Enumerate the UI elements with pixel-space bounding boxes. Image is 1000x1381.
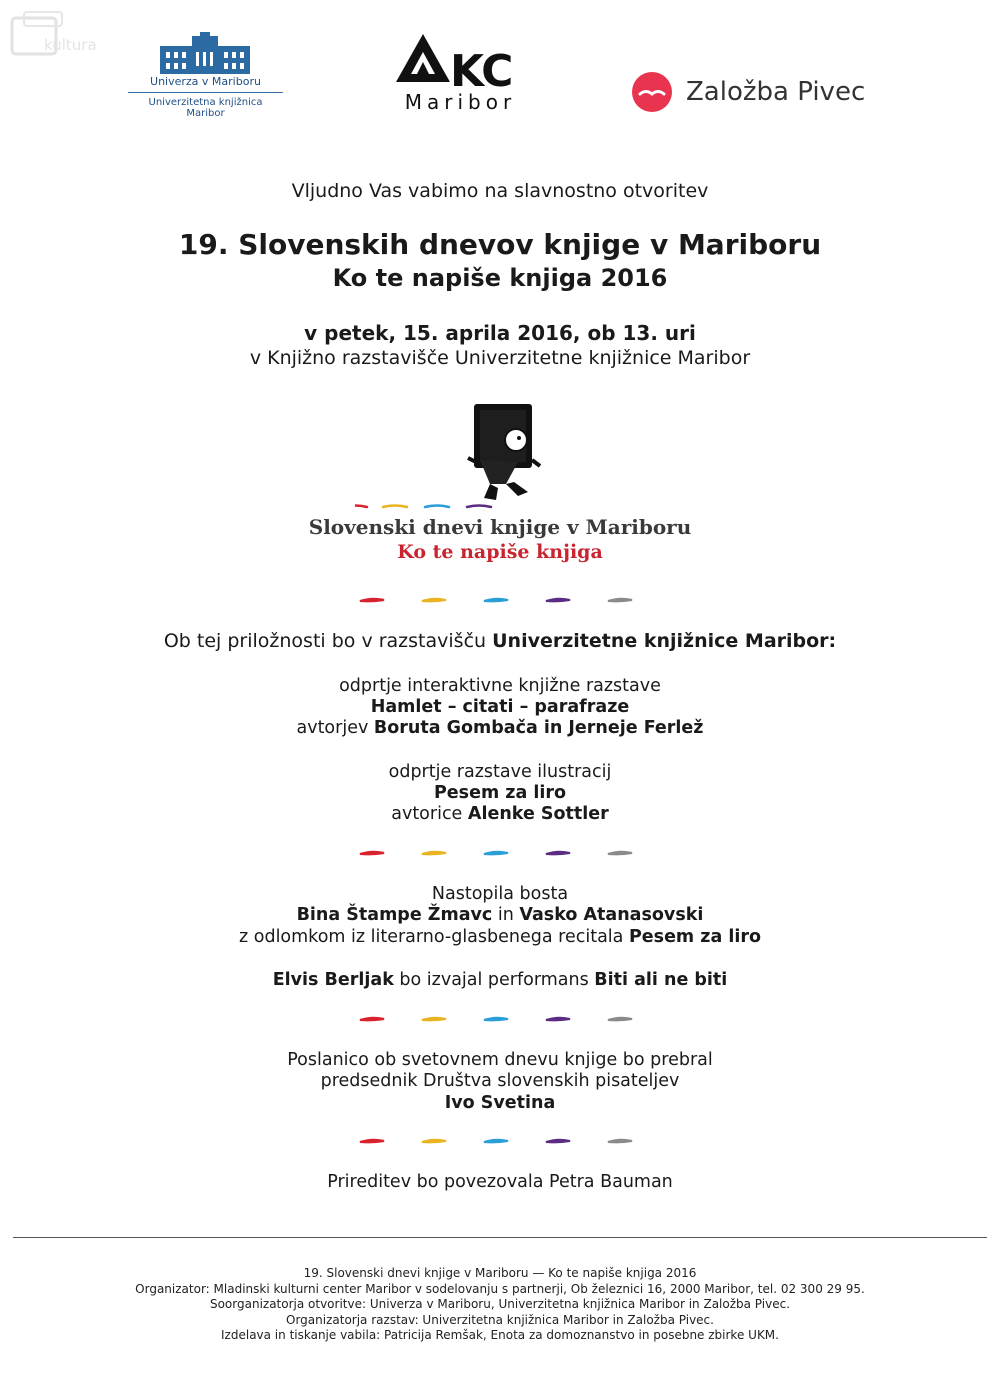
book-character-icon <box>460 400 550 508</box>
exhibit2-author <box>0 804 1000 826</box>
event-subtitle: Ko te napiše knjiga 2016 <box>332 264 668 292</box>
watermark-icon <box>10 10 110 60</box>
exhibit2-title-text: Pesem za liro <box>433 783 567 803</box>
exhibit2-author-prefix: avtorice <box>391 804 468 824</box>
kc-logo-subtitle: Maribor <box>404 90 517 114</box>
stroke-divider <box>355 846 655 860</box>
color-stroke <box>546 1018 570 1021</box>
exhibit1-authors <box>0 718 1000 740</box>
brand-title: Slovenski dnevi knjige v Mariboru <box>308 515 692 539</box>
exhibit1-authors-prefix: avtorjev <box>296 718 374 738</box>
stroke-divider <box>355 1012 655 1026</box>
exhibit1-title <box>0 697 1000 719</box>
program-intro-text: Ob tej priložnosti bo v razstavišču <box>163 630 493 652</box>
footer-divider <box>13 1237 987 1238</box>
exhibit2-title <box>0 783 1000 805</box>
color-stroke <box>422 1018 446 1021</box>
color-stroke <box>484 1140 508 1143</box>
performers <box>0 905 1000 927</box>
exhibit2-author-name: Alenke Sottler <box>467 804 609 824</box>
performance-intro: Nastopila bosta <box>431 884 569 904</box>
university-name: Univerza v Mariboru <box>150 75 261 88</box>
performance2-title: Biti ali ne biti <box>594 970 728 990</box>
pivec-logo <box>630 70 674 114</box>
exhibit1-title-text: Hamlet – citati – parafraze <box>370 697 630 717</box>
color-stroke <box>422 1140 446 1143</box>
invite-intro: Vljudno Vas vabimo na slavnostno otvoritev <box>291 180 709 202</box>
performer-2: Vasko Atanasovski <box>519 905 704 925</box>
color-stroke <box>484 852 508 855</box>
footer-coorganizers: Soorganizatorja otvoritve: Univerza v Mariboru, Univerzitetna knjižnica Maribor in Založba Pivec. <box>209 1297 791 1311</box>
program-intro <box>0 631 1000 653</box>
footer-organizer: Organizator: Mladinski kulturni center Maribor v sodelovanju s partnerji, Ob železnici 16, 2000 Maribor, tel. 02 300 29 95. <box>135 1281 865 1296</box>
event-venue: v Knjižno razstavišče Univerzitetne knjižnice Maribor <box>249 347 751 369</box>
event-date: v petek, 15. aprila 2016, ob 13. uri <box>304 321 696 345</box>
kc-mountain-icon <box>388 30 458 90</box>
performance-description-text: z odlomkom iz literarno-glasbenega recitala <box>239 927 629 947</box>
stroke-divider <box>355 593 655 607</box>
speech-line2: predsednik Društva slovenskih pisateljev <box>320 1071 680 1091</box>
color-stroke <box>608 852 632 855</box>
watermark-logo <box>10 10 110 60</box>
performance-title: Pesem za liro <box>628 927 761 947</box>
performance-description <box>0 927 1000 949</box>
event-title: 19. Slovenskih dnevov knjige v Mariboru <box>178 228 822 261</box>
color-stroke <box>608 599 632 602</box>
performer-3: Elvis Berljak <box>272 970 394 990</box>
performers-and: in <box>492 905 520 925</box>
university-building-icon <box>128 32 283 76</box>
pivec-logo-text: Založba Pivec <box>686 77 866 107</box>
color-stroke <box>383 506 407 508</box>
color-stroke <box>360 599 384 602</box>
watermark-text: kultura <box>44 36 97 54</box>
pivec-bird-icon <box>630 70 674 114</box>
exhibit1-authors-names: Boruta Gombača in Jerneje Ferlež <box>373 718 704 738</box>
color-stroke <box>608 1140 632 1143</box>
color-stroke <box>360 852 384 855</box>
brand-color-strokes-top <box>355 500 655 514</box>
brand-subtitle: Ko te napiše knjiga <box>397 541 603 563</box>
color-stroke <box>360 1018 384 1021</box>
color-stroke <box>355 506 367 508</box>
color-stroke <box>484 599 508 602</box>
performer-1: Bina Štampe Žmavc <box>296 905 493 925</box>
color-stroke <box>425 506 449 508</box>
performance2 <box>0 970 1000 992</box>
book-character-illustration <box>460 400 550 508</box>
color-stroke <box>484 1018 508 1021</box>
footer-credits: Izdelava in tiskanje vabila: Patricija Remšak, Enota za domoznanstvo in posebne zbirke UKM. <box>221 1328 779 1342</box>
host-line: Prireditev bo povezovala Petra Bauman <box>327 1172 673 1192</box>
color-stroke <box>546 1140 570 1143</box>
color-stroke <box>422 852 446 855</box>
speech-line1: Poslanico ob svetovnem dnevu knjige bo prebral <box>287 1050 713 1070</box>
color-stroke <box>422 599 446 602</box>
stroke-divider <box>355 1134 655 1148</box>
kc-logo-text: KC <box>450 46 513 97</box>
color-stroke <box>546 852 570 855</box>
speaker <box>0 1093 1000 1115</box>
performance2-text: bo izvajal performans <box>393 970 595 990</box>
color-stroke <box>360 1140 384 1143</box>
footer-exhibit-organizers: Organizatorja razstav: Univerzitetna knjižnica Maribor in Založba Pivec. <box>286 1312 714 1327</box>
exhibit2-line1: odprtje razstave ilustracij <box>388 762 612 782</box>
university-divider <box>128 92 283 93</box>
color-stroke <box>608 1018 632 1021</box>
color-stroke <box>467 506 491 508</box>
speaker-name: Ivo Svetina <box>444 1093 556 1113</box>
color-stroke <box>546 599 570 602</box>
program-intro-library: Univerzitetne knjižnice Maribor: <box>492 630 837 652</box>
university-library-name: Univerzitetna knjižnica Maribor <box>148 97 263 119</box>
exhibit1-line1: odprtje interaktivne knjižne razstave <box>339 676 661 696</box>
footer-line1: 19. Slovenski dnevi knjige v Mariboru — Ko te napiše knjiga 2016 <box>303 1266 697 1280</box>
